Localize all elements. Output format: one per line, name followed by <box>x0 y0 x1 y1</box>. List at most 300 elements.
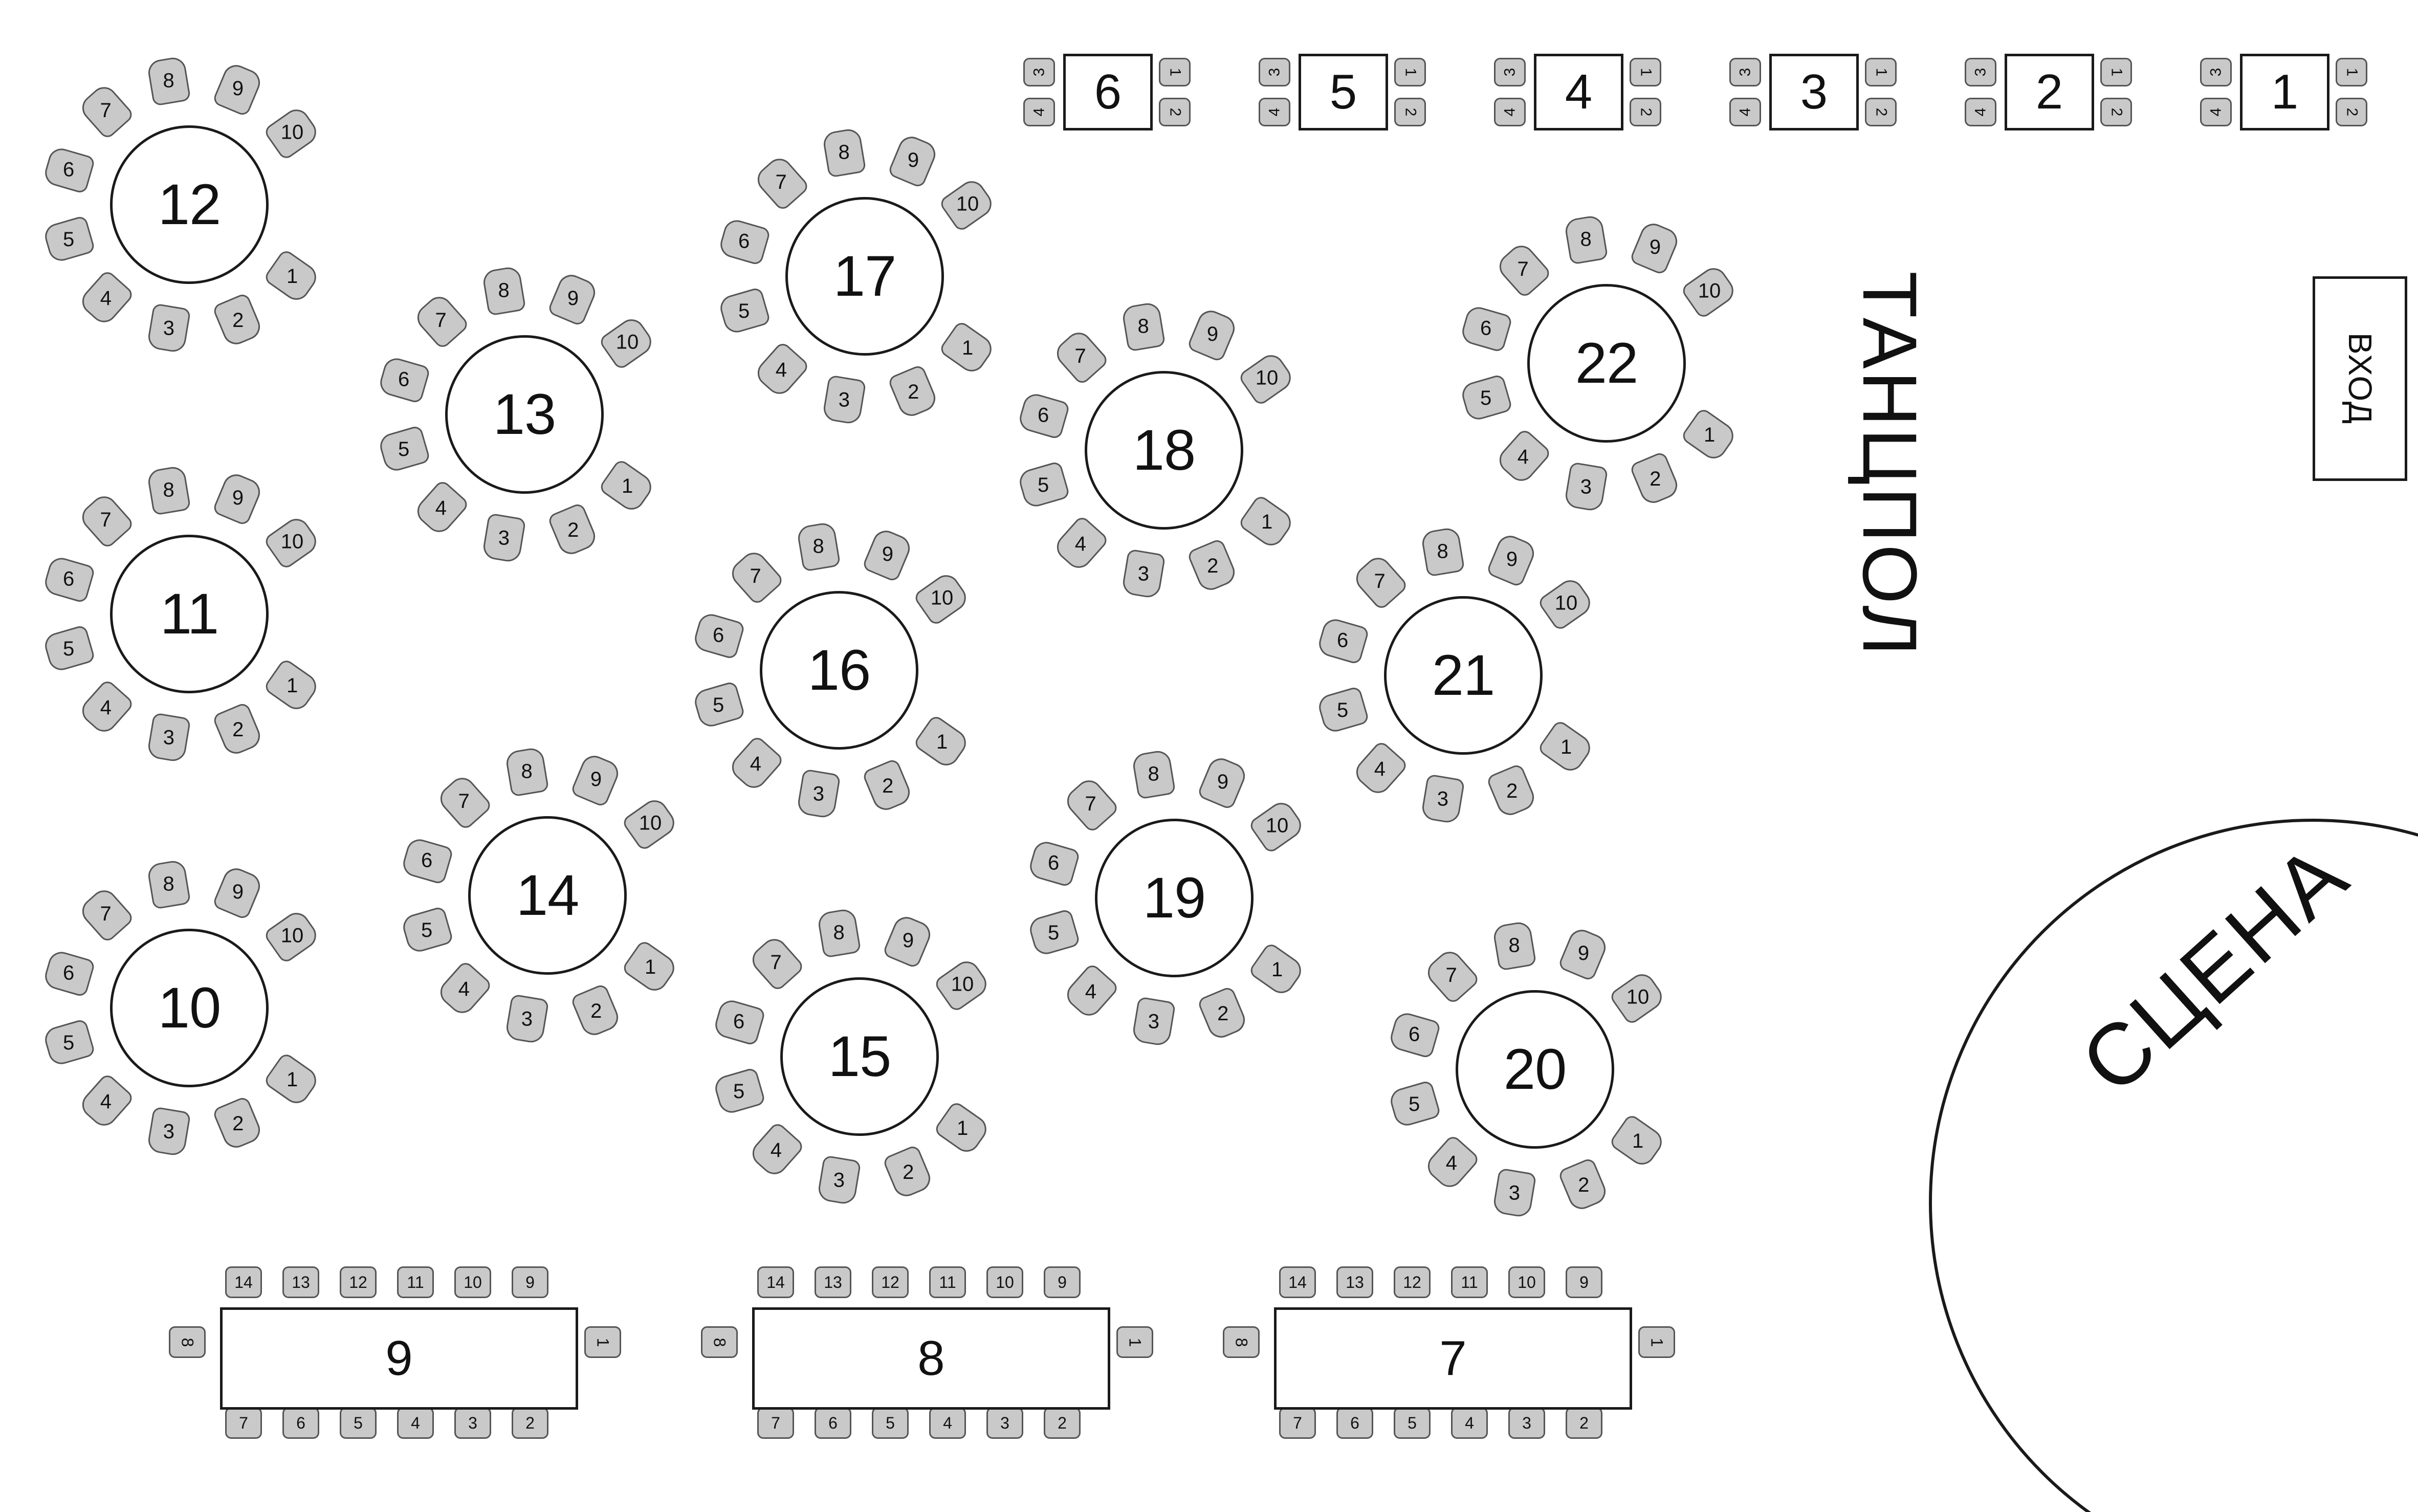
seat-15-1[interactable] <box>933 1100 992 1157</box>
seat-19-4[interactable] <box>1062 962 1120 1021</box>
seat-13-3[interactable] <box>481 513 526 563</box>
seat-22-6[interactable] <box>1459 304 1513 353</box>
seat-16-6[interactable] <box>692 611 745 660</box>
seat-9-6[interactable] <box>282 1407 319 1439</box>
seat-12-6[interactable] <box>42 145 96 194</box>
seat-16-4[interactable] <box>727 735 785 794</box>
round-table-16[interactable] <box>680 512 998 829</box>
seat-label: 4 <box>1517 445 1529 468</box>
seat-20-4[interactable] <box>1422 1134 1481 1193</box>
seat-label: 5 <box>1480 386 1492 409</box>
seat-18-9[interactable] <box>1186 306 1239 363</box>
seat-19-8[interactable] <box>1131 749 1176 800</box>
table-box-4[interactable] <box>1534 54 1623 130</box>
seat-10-1[interactable] <box>262 1051 321 1108</box>
seat-1-4[interactable] <box>2200 98 2232 126</box>
seat-label: 2 <box>882 774 894 797</box>
seat-10-4[interactable] <box>77 1072 135 1131</box>
seat-8-6[interactable] <box>815 1407 851 1439</box>
seat-20-2[interactable] <box>1557 1157 1610 1213</box>
seat-8-7[interactable] <box>757 1407 794 1439</box>
seat-7-3[interactable] <box>1508 1407 1545 1439</box>
seat-13-8[interactable] <box>481 266 526 316</box>
seat-9-13[interactable] <box>282 1266 319 1298</box>
seat-12-1[interactable] <box>262 248 321 305</box>
small-table-2[interactable] <box>1965 54 2134 130</box>
seat-label: 8 <box>163 69 174 92</box>
seat-9-4[interactable] <box>397 1407 434 1439</box>
seat-14-9[interactable] <box>570 752 622 808</box>
seat-14-4[interactable] <box>435 960 493 1019</box>
table-number: 18 <box>1132 418 1196 482</box>
seat-12-4[interactable] <box>77 269 135 328</box>
seat-19-9[interactable] <box>1197 754 1249 810</box>
seat-9-1[interactable] <box>584 1326 621 1358</box>
table-box-5[interactable] <box>1299 54 1388 130</box>
seat-14-10[interactable] <box>621 795 679 852</box>
small-table-3[interactable] <box>1729 54 1898 130</box>
seat-13-6[interactable] <box>377 355 431 404</box>
seat-11-8[interactable] <box>146 465 191 516</box>
seat-label: 2 <box>1167 107 1183 117</box>
seat-label: 6 <box>1409 1023 1420 1046</box>
small-table-6[interactable] <box>1023 54 1192 130</box>
seat-label: 8 <box>498 279 510 302</box>
seat-21-5[interactable] <box>1316 686 1370 735</box>
seat-9-7[interactable] <box>225 1407 262 1439</box>
seat-19-5[interactable] <box>1027 908 1081 957</box>
seat-10-2[interactable] <box>212 1095 264 1152</box>
seat-19-1[interactable] <box>1247 941 1306 998</box>
long-table-9[interactable] <box>169 1243 612 1463</box>
seat-10-9[interactable] <box>212 864 264 921</box>
seat-10-10[interactable] <box>262 908 321 965</box>
seat-15-7[interactable] <box>747 934 805 993</box>
seat-7-7[interactable] <box>1279 1407 1316 1439</box>
seat-19-10[interactable] <box>1247 798 1306 854</box>
seat-label: 1 <box>286 674 298 697</box>
seat-11-10[interactable] <box>262 514 321 571</box>
seat-9-10[interactable] <box>454 1266 491 1298</box>
seat-2-4[interactable] <box>1965 98 1996 126</box>
round-table-17[interactable] <box>706 118 1023 435</box>
round-table-12[interactable] <box>31 46 348 363</box>
round-table-15[interactable] <box>701 898 1018 1215</box>
seat-7-13[interactable] <box>1336 1266 1373 1298</box>
seat-18-6[interactable] <box>1017 391 1070 440</box>
seat-10-7[interactable] <box>77 885 135 944</box>
seat-10-8[interactable] <box>146 859 191 910</box>
seat-7-1[interactable] <box>1638 1326 1675 1358</box>
seat-21-9[interactable] <box>1486 532 1538 588</box>
round-table-20[interactable] <box>1376 911 1694 1228</box>
small-table-1[interactable] <box>2200 54 2369 130</box>
table-number: 14 <box>516 863 579 927</box>
seat-9-5[interactable] <box>340 1407 377 1439</box>
seat-label: 7 <box>1445 964 1458 987</box>
seat-14-8[interactable] <box>504 747 549 797</box>
seat-14-1[interactable] <box>621 939 679 996</box>
seat-label: 5 <box>1409 1092 1420 1115</box>
seat-21-10[interactable] <box>1536 575 1595 632</box>
seat-8-3[interactable] <box>986 1407 1023 1439</box>
seat-2-1[interactable] <box>2100 58 2132 86</box>
seat-17-7[interactable] <box>752 154 810 212</box>
seat-label: 3 <box>1736 68 1753 77</box>
seat-13-9[interactable] <box>547 271 599 327</box>
seat-5-1[interactable] <box>1394 58 1426 86</box>
seat-16-2[interactable] <box>862 758 914 814</box>
seat-17-6[interactable] <box>717 217 771 266</box>
seat-20-10[interactable] <box>1608 969 1667 1026</box>
seat-22-1[interactable] <box>1680 407 1739 464</box>
seat-9-12[interactable] <box>340 1266 377 1298</box>
seat-18-1[interactable] <box>1237 494 1296 551</box>
seat-13-7[interactable] <box>412 292 470 350</box>
seat-12-10[interactable] <box>262 104 321 161</box>
table-disc-21[interactable] <box>1384 596 1543 755</box>
seat-20-7[interactable] <box>1422 947 1481 1005</box>
table-number: 22 <box>1575 331 1638 395</box>
seat-label: 12 <box>881 1273 899 1291</box>
seat-20-6[interactable] <box>1388 1010 1441 1059</box>
seat-label: 2 <box>1217 1002 1229 1025</box>
seat-label: 5 <box>63 228 75 251</box>
seat-13-4[interactable] <box>412 479 470 538</box>
seat-label: 1 <box>1703 424 1715 446</box>
table-number: 20 <box>1503 1037 1567 1101</box>
seat-16-9[interactable] <box>862 527 914 583</box>
seat-14-2[interactable] <box>570 983 622 1039</box>
table-disc-20[interactable] <box>1456 990 1614 1149</box>
seat-label: 10 <box>280 121 303 144</box>
seat-21-2[interactable] <box>1486 763 1538 819</box>
seat-1-3[interactable] <box>2200 58 2232 86</box>
seat-15-5[interactable] <box>712 1067 766 1116</box>
seat-label: 7 <box>100 99 112 122</box>
table-disc-19[interactable] <box>1095 819 1254 977</box>
seat-15-9[interactable] <box>882 913 934 969</box>
seat-label: 7 <box>1085 793 1097 816</box>
seat-9-3[interactable] <box>454 1407 491 1439</box>
seat-label: 3 <box>812 782 824 805</box>
table-number: 19 <box>1142 866 1206 930</box>
round-table-14[interactable] <box>389 737 706 1054</box>
table-box-3[interactable] <box>1769 54 1859 130</box>
seat-9-14[interactable] <box>225 1266 262 1298</box>
seat-22-10[interactable] <box>1680 263 1739 320</box>
seat-13-5[interactable] <box>377 425 431 474</box>
seat-3-2[interactable] <box>1865 98 1897 126</box>
seat-14-3[interactable] <box>504 994 549 1044</box>
seat-18-8[interactable] <box>1121 301 1166 352</box>
seat-3-1[interactable] <box>1865 58 1897 86</box>
seat-8-14[interactable] <box>757 1266 794 1298</box>
seat-12-7[interactable] <box>77 82 135 141</box>
seat-label: 8 <box>1137 315 1149 338</box>
seat-22-5[interactable] <box>1459 374 1513 423</box>
seat-12-3[interactable] <box>146 303 191 354</box>
seat-label: 9 <box>567 287 579 310</box>
seat-9-9[interactable] <box>512 1266 548 1298</box>
long-table-8[interactable] <box>701 1243 1145 1463</box>
seat-8-12[interactable] <box>872 1266 909 1298</box>
seat-label: 8 <box>163 478 174 501</box>
seat-7-11[interactable] <box>1451 1266 1488 1298</box>
seat-8-10[interactable] <box>986 1266 1023 1298</box>
seat-14-7[interactable] <box>435 773 493 831</box>
seat-9-2[interactable] <box>512 1407 548 1439</box>
seat-21-1[interactable] <box>1536 719 1595 776</box>
seat-19-3[interactable] <box>1131 996 1176 1047</box>
seat-22-9[interactable] <box>1629 220 1681 276</box>
seat-21-8[interactable] <box>1420 527 1465 577</box>
seat-10-5[interactable] <box>42 1018 96 1067</box>
table-disc-15[interactable] <box>780 977 939 1136</box>
seat-20-3[interactable] <box>1492 1168 1536 1218</box>
seat-8-11[interactable] <box>929 1266 966 1298</box>
seat-label: 4 <box>100 287 112 310</box>
seat-17-1[interactable] <box>938 320 997 377</box>
seat-18-7[interactable] <box>1051 327 1110 386</box>
seat-5-3[interactable] <box>1259 58 1290 86</box>
table-disc-10[interactable] <box>110 929 269 1087</box>
seat-label: 8 <box>1437 540 1448 563</box>
seat-11-5[interactable] <box>42 624 96 673</box>
seat-9-8[interactable] <box>169 1326 206 1358</box>
round-table-18[interactable] <box>1005 292 1323 609</box>
seat-16-5[interactable] <box>692 681 745 730</box>
seat-12-9[interactable] <box>212 61 264 117</box>
seat-19-2[interactable] <box>1197 985 1249 1042</box>
seat-7-14[interactable] <box>1279 1266 1316 1298</box>
seat-11-9[interactable] <box>212 470 264 527</box>
seat-label: 6 <box>63 158 75 181</box>
seat-8-9[interactable] <box>1044 1266 1081 1298</box>
seat-6-4[interactable] <box>1023 98 1055 126</box>
seat-17-8[interactable] <box>822 127 866 178</box>
seat-label: 8 <box>1148 762 1159 785</box>
seat-16-10[interactable] <box>912 570 971 627</box>
seat-label: 9 <box>590 768 602 791</box>
seat-label: 4 <box>100 696 112 719</box>
stage-arc <box>1929 819 2418 1512</box>
seat-12-5[interactable] <box>42 215 96 264</box>
table-disc-22[interactable] <box>1527 284 1686 443</box>
seat-18-4[interactable] <box>1051 515 1110 574</box>
seat-15-2[interactable] <box>882 1144 934 1200</box>
seat-label: 1 <box>1637 68 1654 77</box>
seat-6-3[interactable] <box>1023 58 1055 86</box>
table-disc-12[interactable] <box>110 125 269 284</box>
seat-5-4[interactable] <box>1259 98 1290 126</box>
seat-6-2[interactable] <box>1159 98 1191 126</box>
seat-1-1[interactable] <box>2336 58 2367 86</box>
seat-4-3[interactable] <box>1494 58 1526 86</box>
table-disc-18[interactable] <box>1085 371 1243 530</box>
table-box-7[interactable] <box>1274 1307 1632 1410</box>
seat-20-8[interactable] <box>1492 921 1536 971</box>
seat-21-3[interactable] <box>1420 774 1465 824</box>
seat-12-8[interactable] <box>146 56 191 106</box>
seat-4-1[interactable] <box>1630 58 1661 86</box>
seat-5-2[interactable] <box>1394 98 1426 126</box>
table-number: 1 <box>2271 64 2299 119</box>
seat-14-6[interactable] <box>400 836 454 885</box>
seat-19-6[interactable] <box>1027 839 1081 888</box>
round-table-13[interactable] <box>366 256 683 573</box>
seat-14-5[interactable] <box>400 906 454 955</box>
table-box-2[interactable] <box>2005 54 2094 130</box>
seat-8-1[interactable] <box>1116 1326 1153 1358</box>
seat-label: 4 <box>1266 107 1283 117</box>
seat-18-3[interactable] <box>1121 549 1166 599</box>
seat-16-3[interactable] <box>796 769 841 819</box>
seat-label: 3 <box>1148 1010 1159 1033</box>
table-number: 8 <box>917 1331 945 1386</box>
seat-label: 2 <box>1579 1413 1589 1432</box>
seat-4-2[interactable] <box>1630 98 1661 126</box>
seat-7-12[interactable] <box>1394 1266 1431 1298</box>
small-table-4[interactable] <box>1494 54 1663 130</box>
round-table-10[interactable] <box>31 849 348 1167</box>
seat-11-1[interactable] <box>262 658 321 714</box>
seat-label: 1 <box>1560 736 1572 758</box>
seat-2-3[interactable] <box>1965 58 1996 86</box>
seat-6-1[interactable] <box>1159 58 1191 86</box>
seat-label: 3 <box>838 388 850 411</box>
seat-label: 9 <box>1649 236 1661 259</box>
seat-21-4[interactable] <box>1351 740 1409 799</box>
seat-18-2[interactable] <box>1186 538 1239 594</box>
seat-10-3[interactable] <box>146 1106 191 1157</box>
seat-1-2[interactable] <box>2336 98 2367 126</box>
seat-7-2[interactable] <box>1566 1407 1602 1439</box>
seat-16-7[interactable] <box>727 547 785 606</box>
long-table-7[interactable] <box>1223 1243 1666 1463</box>
seat-8-4[interactable] <box>929 1407 966 1439</box>
seat-label: 1 <box>621 475 633 497</box>
seat-17-9[interactable] <box>887 133 939 189</box>
seat-15-4[interactable] <box>747 1121 805 1180</box>
seat-18-10[interactable] <box>1237 350 1296 407</box>
table-disc-16[interactable] <box>760 591 918 750</box>
round-table-19[interactable] <box>1016 739 1333 1057</box>
seat-22-4[interactable] <box>1494 428 1552 487</box>
seat-21-7[interactable] <box>1351 553 1409 611</box>
seat-21-6[interactable] <box>1316 616 1370 665</box>
seat-17-10[interactable] <box>938 176 997 233</box>
seat-15-8[interactable] <box>817 908 861 958</box>
seat-label: 12 <box>1403 1273 1421 1291</box>
seat-8-2[interactable] <box>1044 1407 1081 1439</box>
seat-12-2[interactable] <box>212 292 264 348</box>
seat-label: 7 <box>750 565 762 588</box>
round-table-22[interactable] <box>1448 205 1765 522</box>
seat-3-3[interactable] <box>1729 58 1761 86</box>
table-disc-17[interactable] <box>785 197 944 356</box>
table-number: 17 <box>833 244 896 308</box>
seat-20-9[interactable] <box>1557 926 1610 982</box>
seat-17-3[interactable] <box>822 375 866 425</box>
seat-3-4[interactable] <box>1729 98 1761 126</box>
seat-8-13[interactable] <box>815 1266 851 1298</box>
seat-label: 2 <box>1873 107 1889 117</box>
seat-11-4[interactable] <box>77 678 135 737</box>
seat-9-11[interactable] <box>397 1266 434 1298</box>
small-table-5[interactable] <box>1259 54 1427 130</box>
seat-22-2[interactable] <box>1629 451 1681 507</box>
seat-11-7[interactable] <box>77 491 135 550</box>
seat-16-1[interactable] <box>912 714 971 771</box>
seat-13-1[interactable] <box>598 458 656 515</box>
seat-label: 4 <box>2207 107 2224 117</box>
seat-7-4[interactable] <box>1451 1407 1488 1439</box>
seat-18-5[interactable] <box>1017 461 1070 510</box>
seat-13-10[interactable] <box>598 314 656 371</box>
seat-11-6[interactable] <box>42 555 96 604</box>
seat-22-7[interactable] <box>1494 240 1552 299</box>
table-disc-11[interactable] <box>110 535 269 693</box>
seat-19-7[interactable] <box>1062 775 1120 834</box>
seat-7-6[interactable] <box>1336 1407 1373 1439</box>
seat-15-3[interactable] <box>817 1155 861 1206</box>
seat-label: 3 <box>1508 1181 1520 1204</box>
seat-label: 4 <box>1374 757 1386 780</box>
seat-7-5[interactable] <box>1394 1407 1431 1439</box>
seat-22-8[interactable] <box>1564 214 1608 265</box>
table-number: 13 <box>493 382 556 446</box>
seat-17-5[interactable] <box>717 287 771 336</box>
seat-15-10[interactable] <box>933 956 992 1013</box>
round-table-11[interactable] <box>31 455 348 773</box>
seat-22-3[interactable] <box>1564 462 1608 512</box>
seat-label: 7 <box>239 1413 248 1432</box>
seat-20-1[interactable] <box>1608 1113 1667 1170</box>
table-disc-13[interactable] <box>445 335 604 494</box>
seat-label: 8 <box>178 1338 197 1347</box>
seat-7-9[interactable] <box>1566 1266 1602 1298</box>
seat-15-6[interactable] <box>712 997 766 1046</box>
seat-label: 1 <box>1271 958 1283 981</box>
seat-label: 1 <box>1402 68 1419 77</box>
seat-20-5[interactable] <box>1388 1080 1441 1129</box>
round-table-21[interactable] <box>1305 517 1622 834</box>
seat-11-3[interactable] <box>146 712 191 763</box>
seat-17-4[interactable] <box>752 341 810 400</box>
table-box-6[interactable] <box>1063 54 1153 130</box>
seat-8-5[interactable] <box>872 1407 909 1439</box>
seat-2-2[interactable] <box>2100 98 2132 126</box>
table-disc-14[interactable] <box>468 816 627 975</box>
seat-10-6[interactable] <box>42 949 96 998</box>
seat-label: 2 <box>1058 1413 1067 1432</box>
seat-17-2[interactable] <box>887 364 939 420</box>
seat-8-8[interactable] <box>701 1326 738 1358</box>
seat-label: 7 <box>100 903 112 926</box>
seat-7-10[interactable] <box>1508 1266 1545 1298</box>
table-box-8[interactable] <box>752 1307 1110 1410</box>
seat-7-8[interactable] <box>1223 1326 1260 1358</box>
seat-4-4[interactable] <box>1494 98 1526 126</box>
table-box-9[interactable] <box>220 1307 578 1410</box>
seat-label: 4 <box>1972 107 1989 117</box>
seat-13-2[interactable] <box>547 502 599 558</box>
seat-11-2[interactable] <box>212 702 264 758</box>
table-box-1[interactable] <box>2240 54 2329 130</box>
seat-16-8[interactable] <box>796 521 841 572</box>
seat-label: 9 <box>1217 771 1229 794</box>
